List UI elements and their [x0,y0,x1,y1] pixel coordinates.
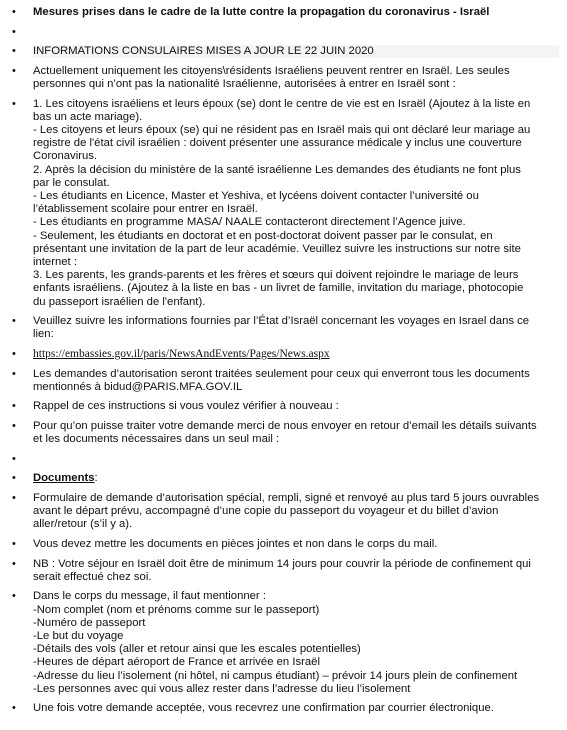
bullet-icon: • [12,315,16,328]
bullet-icon: • [12,97,16,110]
list-item-empty [0,453,559,466]
bullet-icon: • [12,702,16,715]
bullet-icon: • [12,6,16,18]
bullet-icon: • [12,45,16,58]
bullet-icon: • [12,348,16,360]
bullet-icon: • [12,25,16,38]
list-item-empty [0,26,559,39]
paragraph-text: Vous devez mettre les documents en pièces jointes et non dans le corps du mail. [33,537,438,550]
paragraph-text: 1. Les citoyens israéliens et leurs époux (se) dont le centre de vie est en Israël (Ajoutez à la liste en bas un acte mariage). - Les citoyens et leurs époux (se) qui ne résident pas en Israël mais qui ont déclaré leur mariage au registre de l'état civil israélien : doivent présenter une assurance médicale y inclus une couverture Coronavirus. 2. Après la décision du ministère de la santé israélienne Les demandes des étudiants ne font plus par le consulat. - Les étudiants en Licence, Master et Yeshiva, et lycéens doivent contacter l’université ou l’établissement scolaire pour entrer en Israël. - Les étudiants en programme MASA/ NAALE contacteront directement l’Agence juive. - Seulement, les étudiants en doctorat et en post-doctorat doivent passer par le consulat, en présentant une invitation de la part de leur académie. Veuillez suivre les instructions sur notre site internet : 3. Les parents, les grands-parents et les frères et sœurs qui doivent rejoindre le mariage de leurs enfants israéliens. (Ajoutez à la liste en bas - un livret de famille, invitation du mariage, photocopie du passeport israélien de l'enfant). [33,97,531,308]
bullet-icon: • [12,557,16,570]
paragraph-text: Rappel de ces instructions si vous voulez vérifier à nouveau : [33,400,339,413]
list-item [0,6,559,19]
list-item [0,315,559,341]
list-item [0,348,559,361]
list-item [0,368,559,394]
paragraph-text: Pour qu’on puisse traiter votre demande merci de nous envoyer en retour d’email les détails suivants et les documents nécessaires dans un seul mail : [33,419,537,446]
bullet-icon: • [12,491,16,504]
list-item [0,98,559,309]
bullet-icon: • [12,400,16,413]
documents-label: Documents [33,472,95,485]
list-item [0,420,559,446]
documents-heading [33,472,559,485]
list-item [0,590,559,696]
bullet-icon: • [12,64,16,77]
bullet-icon: • [12,472,16,485]
bullet-icon: • [12,537,16,550]
paragraph-text: Une fois votre demande acceptée, vous recevrez une confirmation par courrier électronique. [33,702,494,715]
paragraph-text: Les demandes d’autorisation seront traitées seulement pour ceux qui enverront tous les documents mentionnés à bidud@PARIS.MFA.GOV.IL [33,367,530,393]
document-title: Mesures prises dans le cadre de la lutte contre la propagation du coronavirus - Israël [33,6,490,18]
list-item [0,65,559,91]
bullet-icon: • [12,452,16,465]
list-item [0,702,559,715]
paragraph-text: Formulaire de demande d’autorisation spécial, rempli, signé et renvoyé au plus tard 5 jours ouvrables avant le départ prévu, accompagné d’une copie du passeport du voyageur et du billet d’avion aller/retour (s’il y a). [33,491,540,531]
paragraph-text: Veuillez suivre les informations fournies par l’État d’Israël concernant les voyages en Israel dans ce lien: [33,315,530,341]
list-item [0,492,559,532]
bullet-icon: • [12,367,16,380]
paragraph-text: Actuellement uniquement les citoyens\résidents Israéliens peuvent rentrer en Israël. Les seules personnes qui n’ont pas la nationalité Israélienne, autorisées à entrer en Israël sont : [33,64,510,90]
bullet-icon: • [12,590,16,603]
list-item [0,45,559,58]
list-item [0,400,559,413]
documents-suffix: : [94,472,98,485]
bullet-icon: • [12,419,16,432]
paragraph-text: NB : Votre séjour en Israël doit être de minimum 14 jours pour couvrir la période de confinement qui serait effectué chez soi. [33,557,531,583]
embassy-news-link[interactable]: https://embassies.gov.il/paris/NewsAndEvents/Pages/News.aspx [33,348,330,360]
paragraph-text: Dans le corps du message, il faut mentionner : -Nom complet (nom et prénoms comme sur le passeport) -Numéro de passeport -Le but du voyage -Détails des vols (aller et retour ainsi que les escales potentielles) -Heures de départ aéroport de France et arrivée en Israël -Adresse du lieu l’isolement (ni hôtel, ni campus étudiant) – prévoir 14 jours plein de confinement -Les personnes avec qui vous allez rester dans l’adresse du lieu l’isolement [33,590,518,695]
list-item [0,558,559,584]
list-item [0,538,559,551]
list-item [0,472,559,485]
update-heading: INFORMATIONS CONSULAIRES MISES A JOUR LE 22 JUIN 2020 [33,45,559,58]
